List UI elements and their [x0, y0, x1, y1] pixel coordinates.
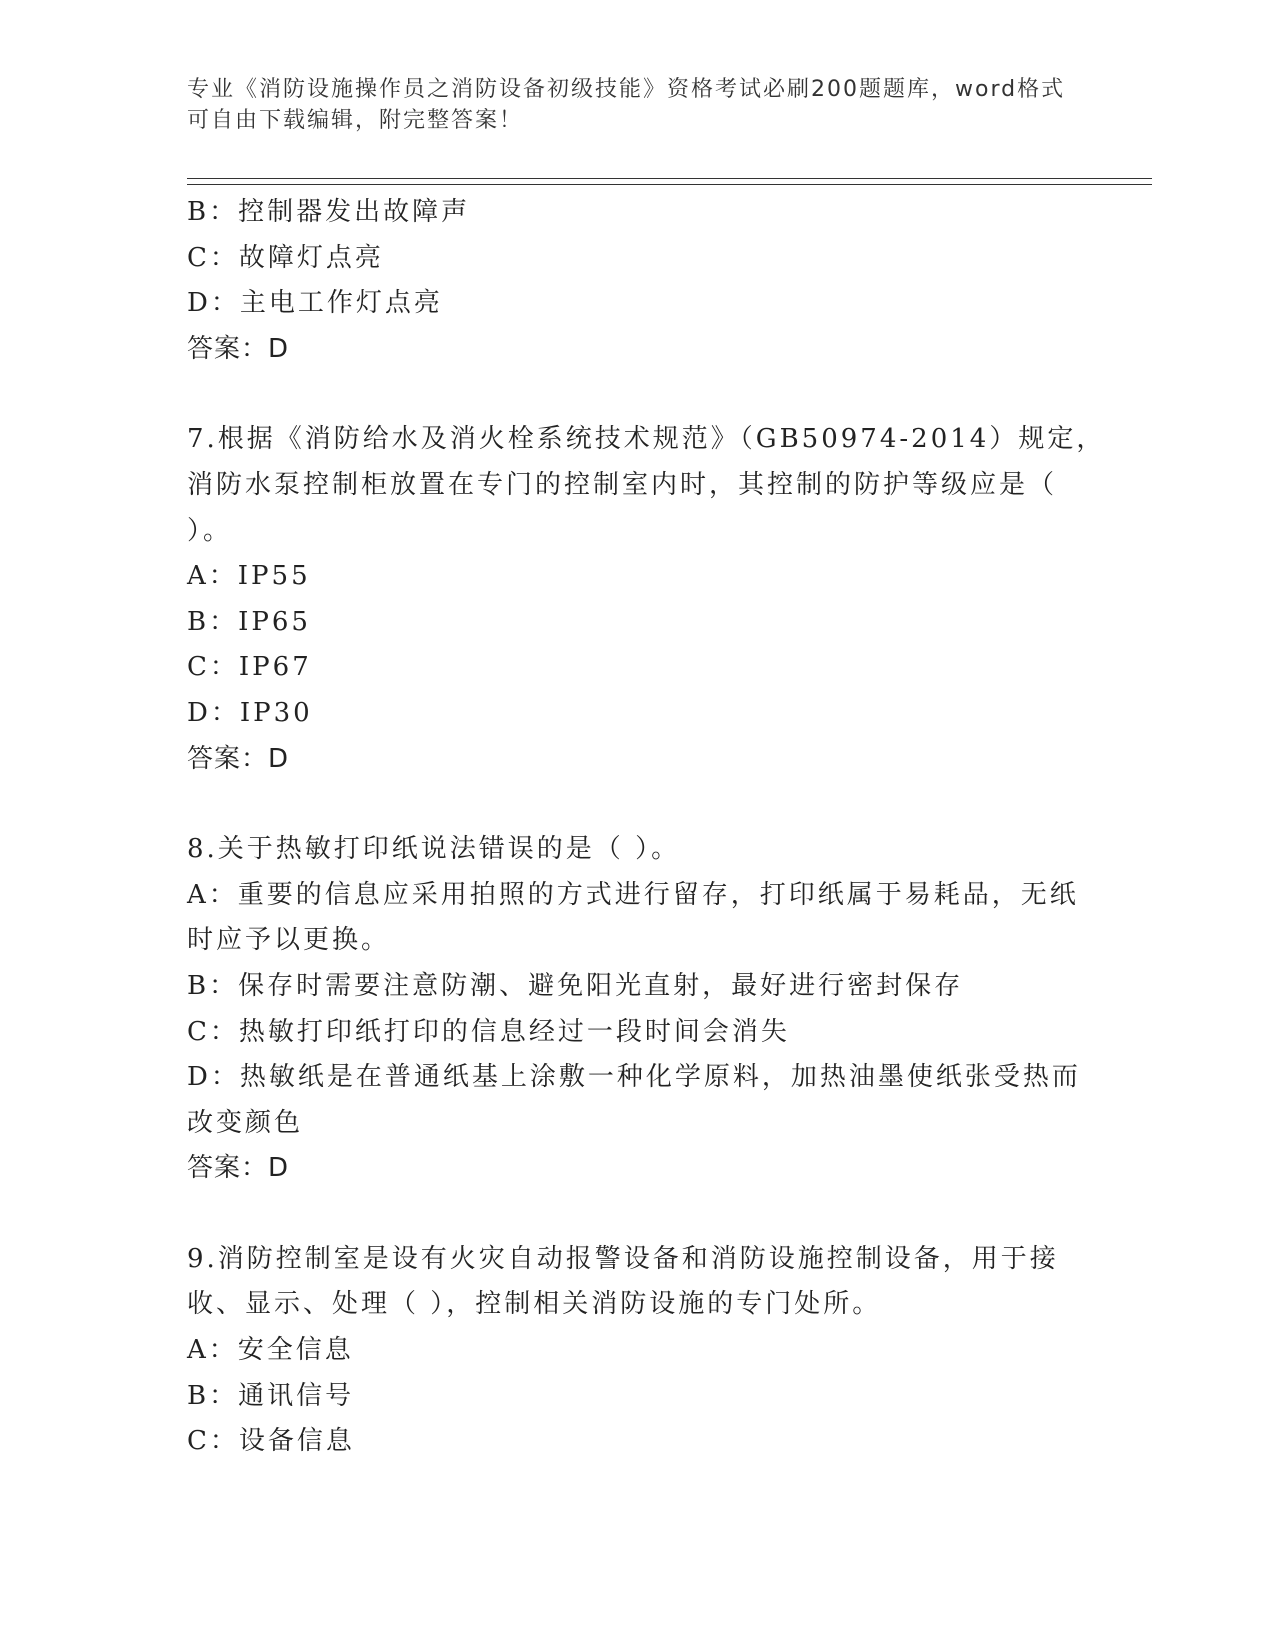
header-divider-bottom [187, 184, 1152, 185]
option-a: A：IP55 [187, 561, 311, 592]
option-b: B：通讯信号 [187, 1380, 355, 1411]
document-body [187, 190, 1106, 1465]
option-c: C：设备信息 [187, 1426, 355, 1457]
option-c: C：IP67 [187, 652, 312, 683]
question-continued [187, 190, 1087, 372]
question-text: 9.消防控制室是设有火灾自动报警设备和消防设施控制设备，用于接 [187, 1243, 1059, 1274]
option-c: C：故障灯点亮 [187, 242, 384, 273]
spacer [187, 372, 1087, 417]
answer-line: 答案：D [187, 743, 290, 774]
option-a: A：安全信息 [187, 1335, 354, 1366]
option-d-continued: 改变颜色 [187, 1107, 304, 1138]
option-b: B：保存时需要注意防潮、避免阳光直射，最好进行密封保存 [187, 970, 964, 1001]
option-a: A：重要的信息应采用拍照的方式进行留存，打印纸属于易耗品，无纸 [187, 879, 1079, 910]
spacer [187, 1192, 1087, 1237]
spacer [187, 782, 1087, 827]
answer-line: 答案：D [187, 333, 290, 364]
question-text: 收、显示、处理（ ），控制相关消防设施的专门处所。 [187, 1289, 882, 1320]
question-7 [187, 417, 1106, 782]
question-text: 消防水泵控制柜放置在专门的控制室内时，其控制的防护等级应是（ [187, 469, 1058, 500]
option-d: D：IP30 [187, 697, 313, 728]
header-divider-top [187, 178, 1152, 179]
question-text: ）。 [187, 515, 233, 546]
option-b: B：IP65 [187, 606, 311, 637]
question-9 [187, 1237, 1087, 1465]
question-8 [187, 827, 1087, 1192]
option-d: D：热敏纸是在普通纸基上涂敷一种化学原料，加热油墨使纸张受热而 [187, 1062, 1081, 1093]
answer-line: 答案：D [187, 1153, 290, 1184]
option-d: D：主电工作灯点亮 [187, 288, 443, 319]
option-b: B：控制器发出故障声 [187, 197, 471, 227]
question-text: 7.根据《消防给水及消火栓系统技术规范》（GB50974-2014）规定， [187, 424, 1106, 455]
option-a-continued: 时应予以更换。 [187, 925, 391, 956]
option-c: C：热敏打印纸打印的信息经过一段时间会消失 [187, 1016, 790, 1047]
document-header: 专业《消防设施操作员之消防设备初级技能》资格考试必刷200题题库，word格式可自由下载编辑，附完整答案！ [187, 77, 1066, 133]
question-text: 8.关于热敏打印纸说法错误的是（ ）。 [187, 834, 681, 865]
